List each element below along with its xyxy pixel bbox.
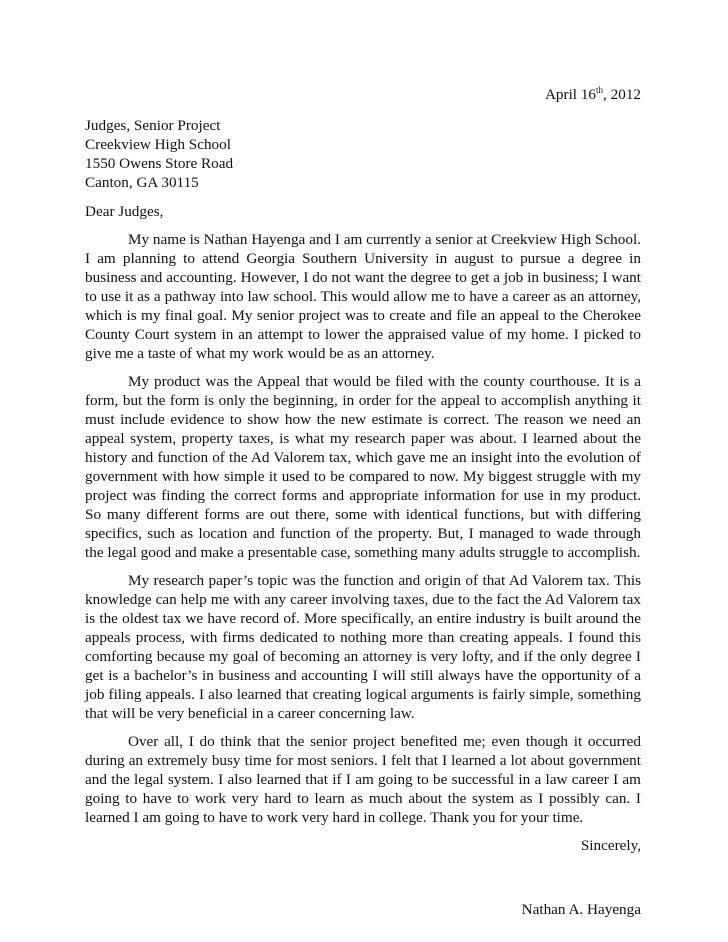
letter-date <box>85 85 641 104</box>
recipient-address <box>85 116 641 192</box>
closing: Sincerely, <box>580 837 641 854</box>
signature-name: Nathan A. Hayenga <box>521 901 641 918</box>
date-suffix: th <box>596 84 604 95</box>
date-month-day: April 16 <box>544 86 597 103</box>
body-paragraph: My product was the Appeal that would be filed with the county courthouse. It is a form, but the form is only the beginning, in order for the appeal to accomplish anything it must include evidence to show how the new estimate is correct. The reason we need an appeal system, property taxes, is what my research paper was about. I learned about the history and function of the Ad Valorem tax, which gave me an insight into the evolution of government with how simple it used to be compared to now. My biggest struggle with my project was finding the correct forms and appropriate information for use in my product. So many different forms are out there, some with identical functions, but with differing specifics, such as location and function of the property. But, I managed to wade through the legal good and make a presentable case, something many adults struggle to accomplish. <box>85 373 641 561</box>
address-line: 1550 Owens Store Road <box>85 155 234 172</box>
address-line: Judges, Senior Project <box>85 117 221 134</box>
address-line: Creekview High School <box>85 136 231 153</box>
body-paragraph: My research paper’s topic was the function and origin of that Ad Valorem tax. This knowledge can help me with any career involving taxes, due to the fact the Ad Valorem tax is the oldest tax we have record of. More specifically, an entire industry is built around the appeals process, with firms dedicated to nothing more than creating appeals. I found this comforting because my goal of becoming an attorney is very lofty, and if the only degree I get is a bachelor’s in business and accounting I will still always have the opportunity of a job filing appeals. I also learned that creating logical arguments is fairly simple, something that will be very beneficial in a career concerning law. <box>85 572 641 722</box>
salutation: Dear Judges, <box>85 203 164 220</box>
date-year: , 2012 <box>603 86 641 103</box>
body-paragraph: My name is Nathan Hayenga and I am currently a senior at Creekview High School. I am planning to attend Georgia Southern University in august to pursue a degree in business and accounting. However, I do not want the degree to get a job in business; I want to use it as a pathway into law school. This would allow me to have a career as an attorney, which is my final goal. My senior project was to create and file an appeal to the Cherokee County Court system in an attempt to lower the appraised value of my home. I picked to give me a taste of what my work would be as an attorney. <box>85 231 641 362</box>
address-line: Canton, GA 30115 <box>85 174 199 191</box>
body-paragraph: Over all, I do think that the senior project benefited me; even though it occurred during an extremely busy time for most seniors. I felt that I learned a lot about government and the legal system. I also learned that if I am going to be successful in a law career I am going to have to work very hard to learn as much about the system as I possibly can. I learned I am going to have to work very hard in college. Thank you for your time. <box>85 733 641 826</box>
